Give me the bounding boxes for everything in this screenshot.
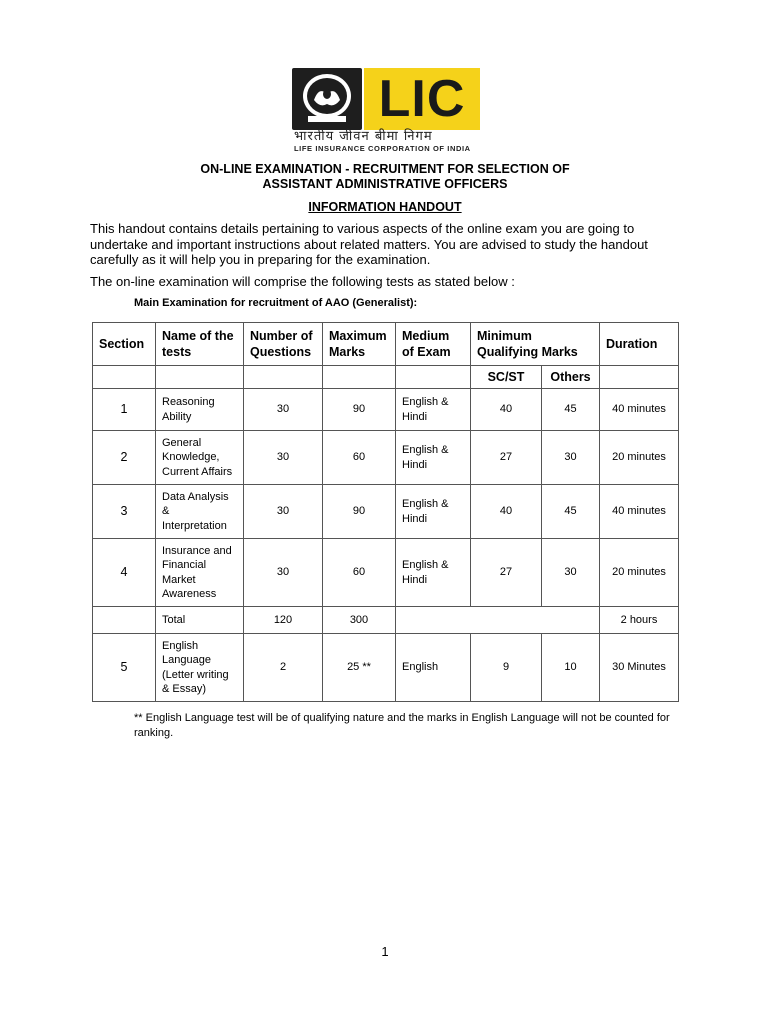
total-marks: 300: [323, 607, 396, 634]
row-test-name: General Knowledge, Current Affairs: [156, 431, 244, 485]
header-minimum: Minimum Qualifying Marks: [471, 323, 600, 366]
row-marks: 60: [323, 539, 396, 607]
row-questions: 30: [244, 485, 323, 539]
row-questions: 30: [244, 539, 323, 607]
row-duration: 40 minutes: [600, 389, 679, 431]
header-medium: Medium of Exam: [396, 323, 471, 366]
row-scst: 27: [471, 431, 542, 485]
row-medium: English & Hindi: [396, 389, 471, 431]
row-test-name: Data Analysis & Interpretation: [156, 485, 244, 539]
row-section: 5: [93, 634, 156, 702]
handout-heading: INFORMATION HANDOUT: [308, 200, 462, 214]
header-marks: Maximum Marks: [323, 323, 396, 366]
table-caption: Main Examination for recruitment of AAO (Generalist):: [134, 297, 418, 309]
lic-wordmark: [364, 68, 480, 130]
table-row: [93, 485, 679, 539]
row-medium: English: [396, 634, 471, 702]
row-duration: 30 Minutes: [600, 634, 679, 702]
footnote: ** English Language test will be of qualifying nature and the marks in English Language will not be counted for ranking.: [134, 712, 670, 739]
table-row: [93, 634, 679, 702]
table-header-row: [93, 323, 679, 366]
document-title-line1: ON-LINE EXAMINATION - RECRUITMENT FOR SELECTION OF: [200, 162, 570, 176]
row-questions: 30: [244, 389, 323, 431]
row-others: 45: [542, 485, 600, 539]
row-medium: English & Hindi: [396, 485, 471, 539]
row-medium: English & Hindi: [396, 431, 471, 485]
document-title-line2: ASSISTANT ADMINISTRATIVE OFFICERS: [262, 177, 508, 191]
total-label: Total: [156, 607, 244, 634]
row-scst: 9: [471, 634, 542, 702]
row-scst: 40: [471, 389, 542, 431]
header-section: Section: [93, 323, 156, 366]
row-test-name: English Language (Letter writing & Essay): [156, 634, 244, 702]
row-duration: 20 minutes: [600, 431, 679, 485]
total-duration: 2 hours: [600, 607, 679, 634]
row-marks: 90: [323, 485, 396, 539]
table-subheader-row: [93, 366, 679, 389]
lic-wordmark-text: LIC: [378, 70, 466, 128]
header-questions: Number of Questions: [244, 323, 323, 366]
row-scst: 27: [471, 539, 542, 607]
row-duration: 40 minutes: [600, 485, 679, 539]
intro-paragraph: This handout contains details pertaining to various aspects of the online exam you are going to undertake and important instructions about related matters. You are advised to study the handout carefully as it will help you in preparing for the examination.: [90, 221, 648, 267]
logo-english-name: LIFE INSURANCE CORPORATION OF INDIA: [294, 144, 471, 153]
row-others: 45: [542, 389, 600, 431]
row-section: 4: [93, 539, 156, 607]
row-others: 30: [542, 431, 600, 485]
row-duration: 20 minutes: [600, 539, 679, 607]
row-questions: 30: [244, 431, 323, 485]
lic-emblem-icon: [292, 68, 362, 130]
row-scst: 40: [471, 485, 542, 539]
tests-intro: The on-line examination will comprise the following tests as stated below :: [90, 274, 515, 289]
row-section: 3: [93, 485, 156, 539]
header-name: Name of the tests: [156, 323, 244, 366]
table-row: [93, 539, 679, 607]
table-row: [93, 431, 679, 485]
row-marks: 60: [323, 431, 396, 485]
header-scst: SC/ST: [471, 366, 542, 389]
row-medium: English & Hindi: [396, 539, 471, 607]
row-questions: 2: [244, 634, 323, 702]
logo-hindi-name: भारतीय जीवन बीमा निगम: [294, 129, 433, 144]
table-total-row: [93, 607, 679, 634]
row-section: 2: [93, 431, 156, 485]
lic-logo: [292, 68, 480, 153]
header-duration: Duration: [600, 323, 679, 366]
row-section: 1: [93, 389, 156, 431]
row-others: 30: [542, 539, 600, 607]
exam-table: [92, 322, 679, 702]
row-test-name: Insurance and Financial Market Awareness: [156, 539, 244, 607]
total-questions: 120: [244, 607, 323, 634]
row-marks: 25 **: [323, 634, 396, 702]
page-number: 1: [381, 944, 389, 959]
header-others: Others: [542, 366, 600, 389]
row-others: 10: [542, 634, 600, 702]
row-marks: 90: [323, 389, 396, 431]
table-row: [93, 389, 679, 431]
row-test-name: Reasoning Ability: [156, 389, 244, 431]
